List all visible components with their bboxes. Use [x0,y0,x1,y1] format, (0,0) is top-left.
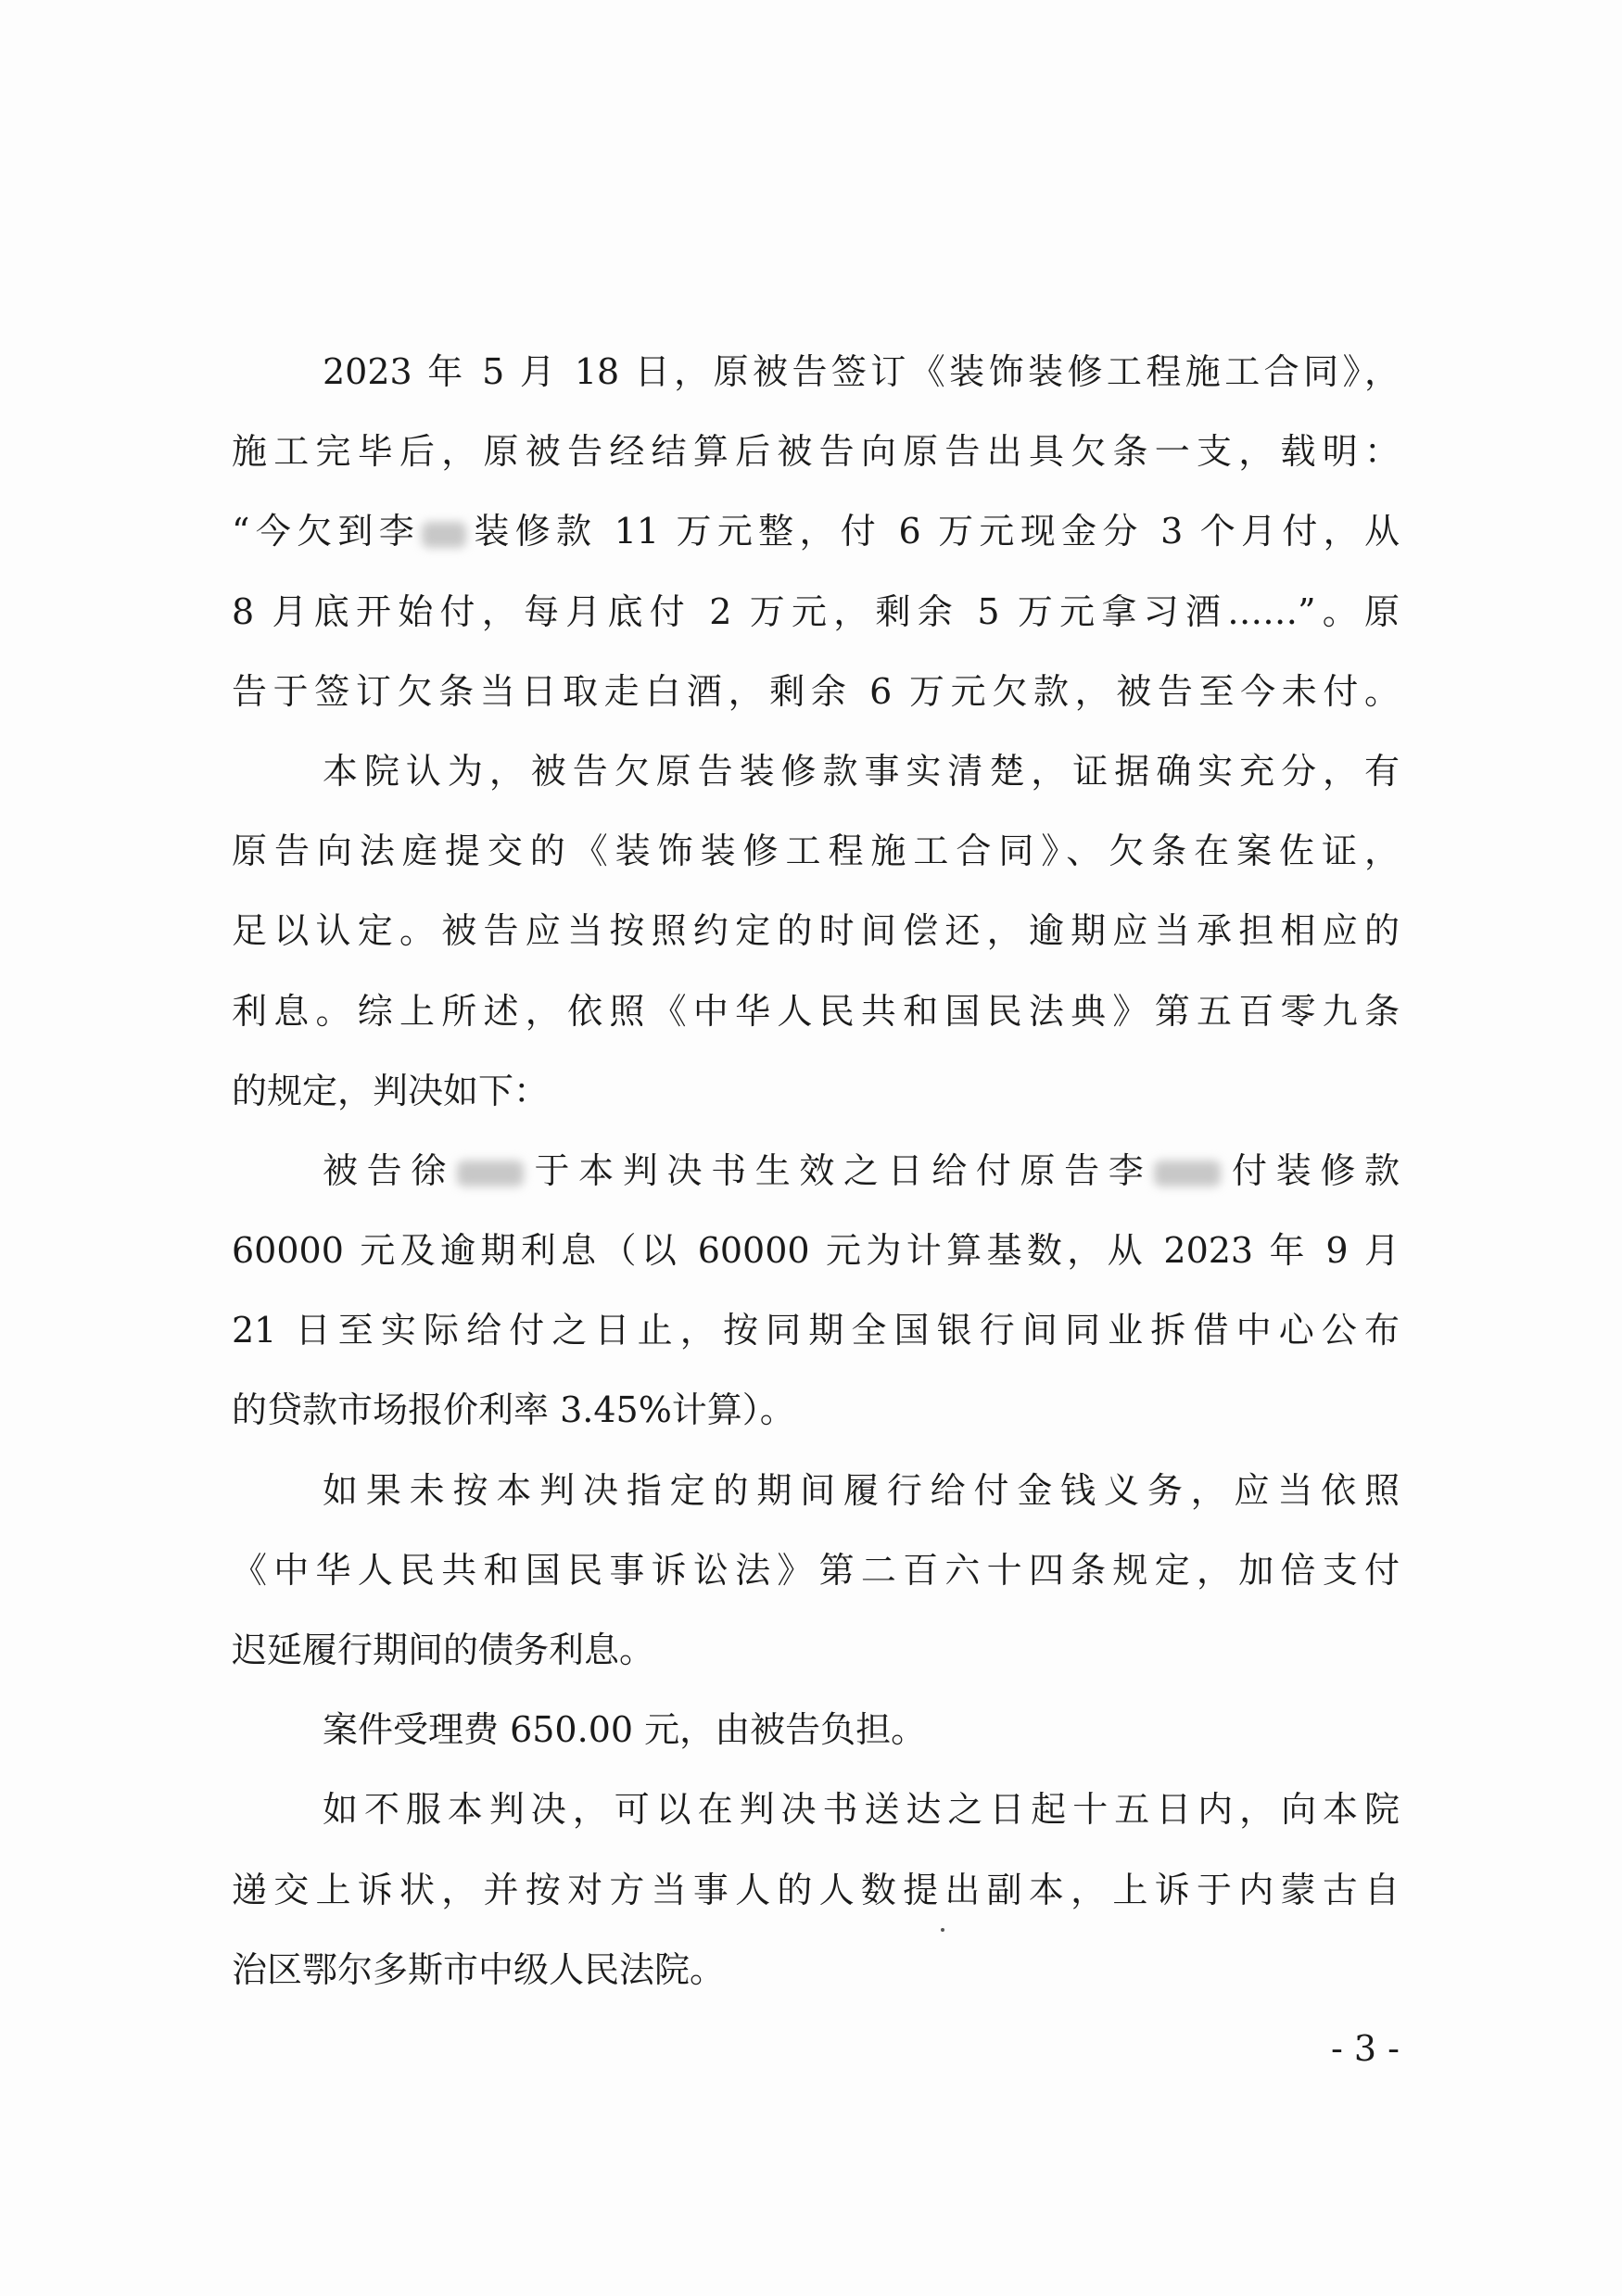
text-line: 告于签订欠条当日取走白酒，剩余 6 万元欠款，被告至今未付。 [232,670,1400,712]
redacted-name [422,522,466,548]
text-line: 利息。综上所述，依照《中华人民共和国民法典》第五百零九条 [232,990,1400,1032]
text-line: 案件受理费 650.00 元，由被告负担。 [323,1709,927,1751]
text-line: 如不服本判决，可以在判决书送达之日起十五日内，向本院 [323,1789,1400,1831]
text-segment: 被告徐 [323,1149,455,1191]
text-segment: 于本判决书生效之日给付原告李 [525,1149,1153,1191]
text-line: 21 日至实际给付之日止，按同期全国银行间同业拆借中心公布 [232,1310,1400,1351]
document-body [232,332,1400,2010]
text-line: 本院认为，被告欠原告装修款事实清楚，证据确实充分，有 [323,750,1400,792]
redacted-name [457,1161,524,1186]
text-line: 递交上诉状，并按对方当事人的人数提出副本，上诉于内蒙古自 [232,1869,1400,1910]
text-line: 原告向法庭提交的《装饰装修工程施工合同》、欠条在案佐证， [232,831,1400,872]
text-line: 60000 元及逾期利息（以 60000 元为计算基数，从 2023 年 9 月 [232,1230,1400,1272]
text-line: 的规定，判决如下： [232,1070,550,1111]
text-line: 治区鄂尔多斯市中级人民法院。 [232,1948,726,1990]
text-line: 2023 年 5 月 18 日，原被告签订《装饰装修工程施工合同》， [323,351,1400,392]
text-segment: 装修款 11 万元整，付 6 万元现金分 3 个月付，从 [468,511,1400,552]
text-line: 如果未按本判决指定的期间履行给付金钱义务，应当依照 [323,1469,1400,1511]
text-line [232,491,1400,571]
text-line: 迟延履行期间的债务利息。 [232,1630,655,1670]
text-line: 8 月底开始付，每月底付 2 万元，剩余 5 万元拿习酒……”。原 [232,590,1400,632]
text-line: 施工完毕后，原被告经结算后被告向原告出具欠条一支，载明： [232,431,1400,473]
page-number: - 3 - [1330,2028,1400,2069]
text-line: 的贷款市场报价利率 3.45%计算）。 [232,1389,795,1431]
text-line: 足以认定。被告应当按照约定的时间偿还，逾期应当承担相应的 [232,910,1400,952]
text-line: 《中华人民共和国民事诉讼法》第二百六十四条规定，加倍支付 [232,1549,1400,1591]
redacted-name [1154,1161,1221,1186]
text-line [232,1131,1400,1211]
text-segment: 付装修款 [1223,1149,1400,1191]
text-segment: “今欠到李 [232,511,421,552]
scan-speck [941,1928,944,1932]
